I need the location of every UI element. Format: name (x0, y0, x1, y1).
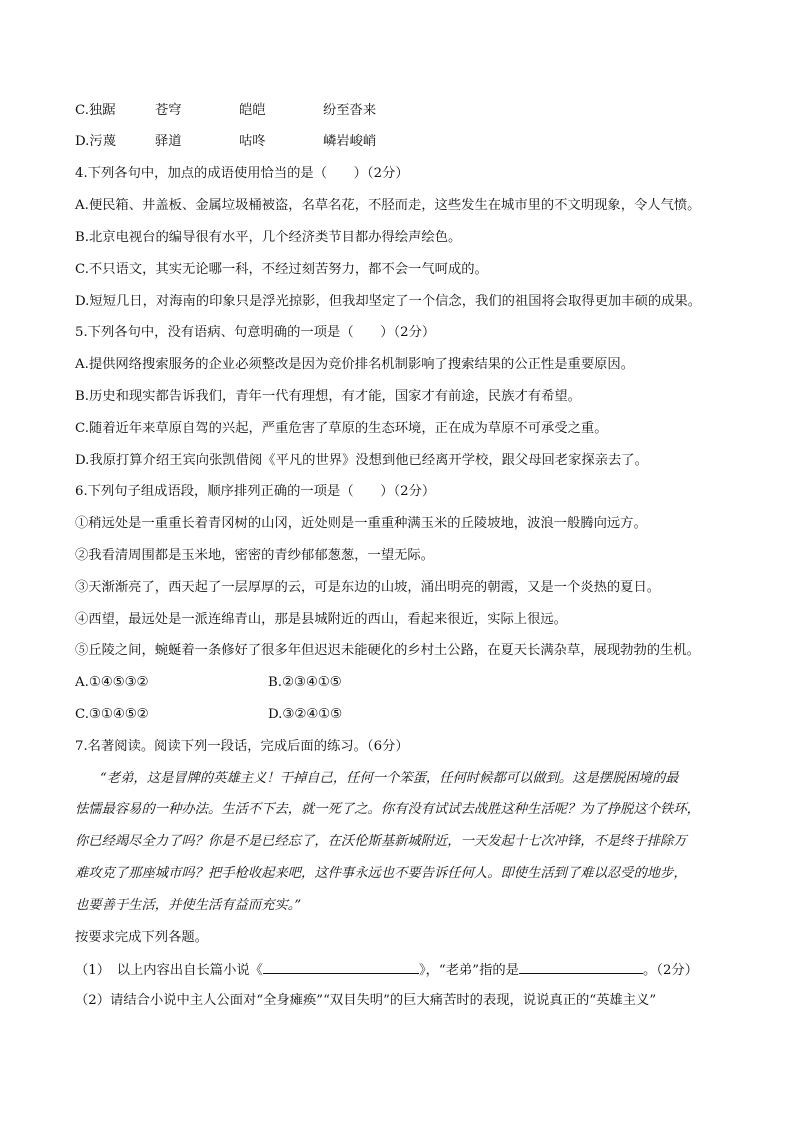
q7-sub1-middle: 》，“老弟”指的是 (418, 963, 519, 978)
q5-option-d: D.我原打算介绍王宾向张凯借阅《平凡的世界》没想到他已经离开学校，跟父母回老家探亲去了。 (75, 453, 648, 468)
character-name-blank[interactable] (519, 959, 643, 974)
q7-sub1-suffix: 。（2分） (643, 963, 698, 978)
q7-passage-line-1: “老弟，这是冒牌的英雄主义！干掉自己，任何一个笨蛋，任何时候都可以做到。这是摆脱困境的最 (100, 771, 679, 786)
option-c-word4: 纷至沓来 (323, 103, 377, 118)
q6-sentence-1: ①稍远处是一重重长着青冈树的山冈，近处则是一重重种满玉米的丘陵坡地，波浪一般腾向远方。 (75, 516, 647, 531)
q7-sub1 (75, 959, 698, 981)
q5-stem: 5.下列各句中，没有语病、句意明确的一项是（ ）（2分） (75, 325, 436, 340)
q5-option-b: B.历史和现实都告诉我们，青年一代有理想，有才能，国家才有前途，民族才有希望。 (75, 389, 581, 404)
q5-option-c: C.随着近年来草原自驾的兴起，严重危害了草原的生态环境，正在成为草原不可承受之重。 (75, 421, 608, 436)
q6-sentence-4: ④西望，最远处是一派连绵青山，那是县城附近的西山，看起来很近，实际上很远。 (75, 612, 567, 627)
q7-sub2: （2）请结合小说中主人公面对“全身瘫痪”“双目失明”的巨大痛苦时的表现，说说真正的“英雄主义” (75, 993, 657, 1008)
q7-task: 按要求完成下列各题。 (75, 930, 208, 945)
q4-option-b: B.北京电视台的编导很有水平，几个经济类节目都办得绘声绘色。 (75, 230, 462, 245)
q6-stem: 6.下列句子组成语段，顺序排列正确的一项是（ ）（2分） (75, 484, 436, 499)
option-c-word3: 皑皑 (239, 103, 266, 118)
option-d-word2: 驿道 (155, 134, 182, 149)
novel-title-blank[interactable] (263, 959, 419, 974)
option-c-label: C.独踞 (75, 103, 116, 118)
option-d-label: D.污蔑 (75, 134, 117, 149)
q4-option-d: D.短短几日，对海南的印象只是浮光掠影，但我却坚定了一个信念，我们的祖国将会取得更加丰硕的成果。 (75, 294, 702, 309)
q7-passage-line-4: 难攻克了那座城市吗？把手枪收起来吧，这件事永远也不要告诉任何人。即使生活到了难以忍受的地步， (75, 866, 687, 881)
q4-stem: 4.下列各句中，加点的成语使用恰当的是（ ）（2分） (75, 166, 409, 181)
q4-option-a: A.便民箱、井盖板、金属垃圾桶被盗，名草名花，不胫而走，这些发生在城市里的不文明现象，令人气愤。 (75, 198, 701, 213)
q6-sentence-3: ③天渐渐亮了，西天起了一层厚厚的云，可是东边的山坡，涌出明亮的朝霞，又是一个炎热的夏日。 (75, 580, 661, 595)
q7-passage-line-5: 也要善于生活，并使生活有益而充实。” (75, 898, 302, 913)
q7-passage-line-2: 怯懦最容易的一种办法。生活不下去，就一死了之。你有没有试试去战胜这种生活呢？为了挣脱这个铁环， (75, 802, 700, 817)
q6-option-c: C.③①④⑤② (75, 707, 149, 722)
q6-option-a: A.①④⑤③② (75, 675, 149, 690)
q6-sentence-5: ⑤丘陵之间，蜿蜒着一条修好了很多年但迟迟未能硬化的乡村土公路，在夏天长满杂草，展现勃勃的生机。 (75, 643, 700, 658)
q7-stem: 7.名著阅读。阅读下列一段话，完成后面的练习。（6分） (75, 739, 409, 754)
q6-option-b: B.②③④①⑤ (268, 675, 342, 690)
q7-passage-line-3: 你已经竭尽全力了吗？你是不是已经忘了，在沃伦斯基新城附近，一天发起十七次冲锋，不是终于排除万 (75, 834, 687, 849)
option-d-word4: 嶙岩峻峭 (323, 134, 377, 149)
q6-sentence-2: ②我看清周围都是玉米地，密密的青纱郁郁葱葱，一望无际。 (75, 548, 435, 563)
q7-sub1-prefix: （1） 以上内容出自长篇小说《 (75, 963, 263, 978)
q5-option-a: A.提供网络搜索服务的企业必须整改是因为竞价排名机制影响了搜索结果的公正性是重要原因。 (75, 357, 634, 372)
option-c-word2: 苍穹 (155, 103, 182, 118)
q6-option-d: D.③②④①⑤ (268, 707, 343, 722)
option-d-word3: 咕咚 (239, 134, 266, 149)
q4-option-c: C.不只语文，其实无论哪一科，不经过刻苦努力，都不会一气呵成的。 (75, 262, 488, 277)
